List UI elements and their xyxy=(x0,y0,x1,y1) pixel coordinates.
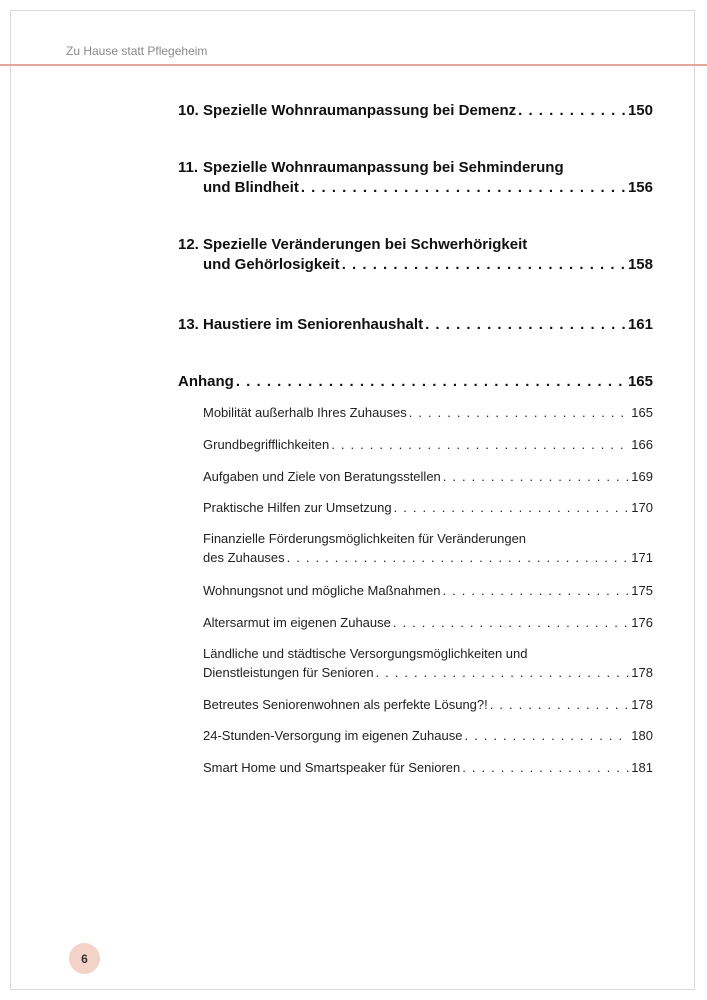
running-head: Zu Hause statt Pflegeheim xyxy=(66,44,208,58)
chapter-number: 12. xyxy=(178,236,199,253)
appendix-item-page: 165 xyxy=(631,405,653,420)
appendix-item-page: 166 xyxy=(631,437,653,452)
page-number-badge: 6 xyxy=(69,943,100,974)
appendix-item-title: Grundbegrifflichkeiten xyxy=(203,437,330,452)
appendix-page: 165 xyxy=(627,373,653,390)
toc-appendix-item[interactable] xyxy=(203,531,653,565)
chapter-title-line1: Spezielle Veränderungen bei Schwerhörigkeit xyxy=(203,236,528,253)
appendix-item-page: 178 xyxy=(631,697,653,712)
toc-appendix-item[interactable] xyxy=(203,697,653,712)
dot-leader xyxy=(301,179,626,196)
appendix-item-title: Betreutes Seniorenwohnen als perfekte Lösung?! xyxy=(203,697,488,712)
toc-appendix-item[interactable] xyxy=(203,760,653,775)
appendix-item-title: Dienstleistungen für Senioren xyxy=(203,665,374,680)
appendix-item-page: 178 xyxy=(631,665,653,680)
toc-appendix-item[interactable] xyxy=(203,469,653,484)
appendix-item-title-line1: Ländliche und städtische Versorgungsmöglichkeiten und xyxy=(203,646,528,661)
appendix-item-page: 171 xyxy=(631,550,653,565)
appendix-item-title: Aufgaben und Ziele von Beratungsstellen xyxy=(203,469,441,484)
chapter-page: 150 xyxy=(627,102,653,119)
toc-chapter-13[interactable] xyxy=(178,316,653,333)
chapter-title: Spezielle Wohnraumanpassung bei Demenz xyxy=(203,102,517,119)
appendix-item-page: 176 xyxy=(631,615,653,630)
dot-leader xyxy=(287,550,630,565)
dot-leader xyxy=(394,500,630,515)
chapter-number: 13. xyxy=(178,316,199,333)
dot-leader xyxy=(464,728,629,743)
appendix-item-title: 24-Stunden-Versorgung im eigenen Zuhause xyxy=(203,728,463,743)
chapter-title: und Blindheit xyxy=(203,179,299,196)
toc-appendix[interactable] xyxy=(178,373,653,390)
appendix-item-page: 169 xyxy=(631,469,653,484)
dot-leader xyxy=(409,405,630,420)
dot-leader xyxy=(443,469,630,484)
dot-leader xyxy=(342,256,626,273)
appendix-item-title: Mobilität außerhalb Ihres Zuhauses xyxy=(203,405,407,420)
dot-leader xyxy=(490,697,630,712)
dot-leader xyxy=(331,437,629,452)
dot-leader xyxy=(236,373,626,390)
chapter-title-line1: Spezielle Wohnraumanpassung bei Sehminderung xyxy=(203,159,564,176)
appendix-item-title: des Zuhauses xyxy=(203,550,285,565)
appendix-item-title-line1: Finanzielle Förderungsmöglichkeiten für Veränderungen xyxy=(203,531,527,546)
appendix-title: Anhang xyxy=(178,373,234,390)
chapter-page: 158 xyxy=(627,256,653,273)
chapter-page: 161 xyxy=(627,316,653,333)
chapter-page: 156 xyxy=(627,179,653,196)
toc-appendix-item[interactable] xyxy=(203,646,653,680)
appendix-item-title: Altersarmut im eigenen Zuhause xyxy=(203,615,391,630)
appendix-item-page: 180 xyxy=(631,728,653,743)
appendix-item-title: Wohnungsnot und mögliche Maßnahmen xyxy=(203,583,441,598)
dot-leader xyxy=(443,583,630,598)
toc-appendix-item[interactable] xyxy=(203,437,653,452)
chapter-number: 10. xyxy=(178,102,199,119)
toc-appendix-item[interactable] xyxy=(203,500,653,515)
dot-leader xyxy=(462,760,629,775)
toc-appendix-item[interactable] xyxy=(203,583,653,598)
toc-appendix-item[interactable] xyxy=(203,405,653,420)
chapter-number: 11. xyxy=(178,159,199,176)
dot-leader xyxy=(518,102,626,119)
dot-leader xyxy=(425,316,626,333)
header-rule xyxy=(0,64,707,66)
chapter-title: und Gehörlosigkeit xyxy=(203,256,340,273)
appendix-item-page: 170 xyxy=(631,500,653,515)
toc-appendix-item[interactable] xyxy=(203,615,653,630)
dot-leader xyxy=(376,665,630,680)
chapter-title: Haustiere im Seniorenhaushalt xyxy=(203,316,424,333)
toc-chapter-12[interactable] xyxy=(178,236,653,273)
appendix-item-title: Smart Home und Smartspeaker für Senioren xyxy=(203,760,461,775)
dot-leader xyxy=(393,615,629,630)
appendix-item-title: Praktische Hilfen zur Umsetzung xyxy=(203,500,392,515)
toc-chapter-10[interactable] xyxy=(178,102,653,119)
appendix-item-page: 181 xyxy=(631,760,653,775)
appendix-item-page: 175 xyxy=(631,583,653,598)
toc-appendix-item[interactable] xyxy=(203,728,653,743)
toc-chapter-11[interactable] xyxy=(178,159,653,196)
